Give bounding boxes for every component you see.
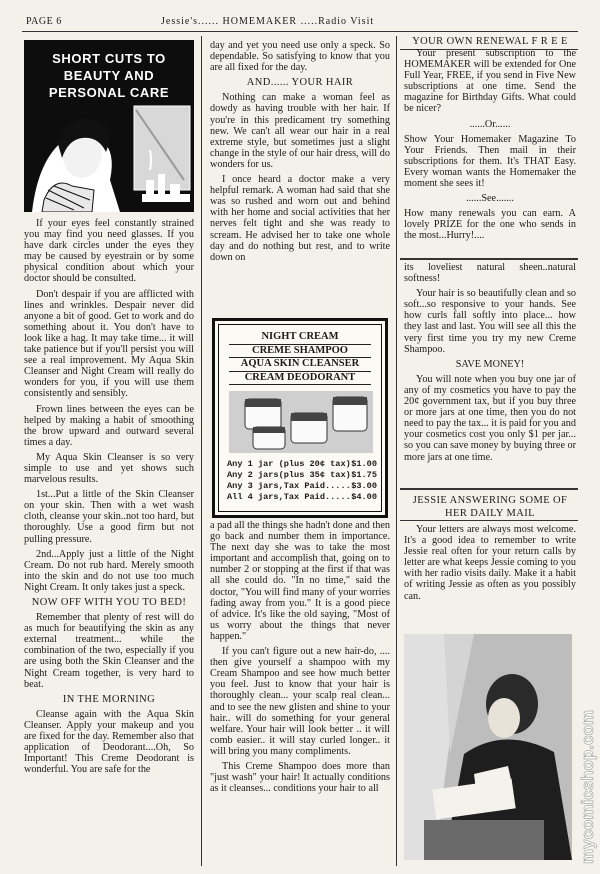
beauty-banner (24, 40, 194, 212)
woman-at-mirror-illustration (24, 40, 194, 212)
jessie-photo (404, 634, 572, 860)
paragraph: Your letters are always most welcome. It's a good idea to remember to write Jessie real often for your return calls by letter are what keeps Jessie coming to you with her radio visits daily. Make it a habit of writing Jessie as often as you possibly can. (404, 524, 576, 602)
ad-item: AQUA SKIN CLEANSER (229, 358, 371, 372)
paragraph: This Creme Shampoo does more than "just wash" your hair! It actually conditions as it cleanses... conditions your hair to all (210, 760, 390, 795)
jars-illustration (229, 391, 373, 453)
price-row: All 4 jars,Tax Paid...... $4.00 (227, 492, 377, 502)
save-money-line: SAVE MONEY! (455, 358, 525, 370)
watermark (576, 650, 598, 870)
paragraph: My Aqua Skin Cleanser is so very simple to use and yet shows such marvelous results. (24, 451, 194, 486)
column-2-top-text (210, 40, 390, 310)
ad-item: CREME SHAMPOO (229, 345, 371, 359)
paragraph: a pad all the things she hadn't done and then go back and number them in importance. The next day she was to take the most important and accomplish that, going on to number 2 or stopping at the first if that was all she could do. "In no time," said the doctor, "You will find many of your worries fading away from you." It is a good piece of advice. It's like the old saying, "Most of us worry about the things that never happen." (210, 520, 390, 642)
product-advertisement (212, 318, 388, 518)
column-2-bottom-text (210, 520, 390, 868)
paragraph: I once heard a doctor make a very helpful remark. A woman had said that she was so rushed and worn out and behind with her home and social activities that her nerves felt tight and she was ready to scream. He advised her to take one whole day and do nothing but rest, and to write down on (210, 174, 390, 263)
paragraph: day and yet you need use only a speck. So dependable. So satisfying to know that you are all fixed for the day. (210, 40, 390, 74)
shampoo-continued-text (404, 262, 576, 484)
column-divider-2 (396, 36, 397, 866)
see-line: ......See....... (466, 193, 514, 205)
paragraph: Frown lines between the eyes can be helped by making a habit of smoothing the brow upward and outward several times a day. (24, 403, 194, 448)
paragraph: Don't despair if you are afflicted with lines and wrinkles. Despair never did anyone a bit of good. Get to work and do something about it. You don't have to look like a hag. It may take time... it will take patience but if you'll persist you will see a real improvement. My Aqua Skin Cleanser and Night Cream will really do wonders for you, if you will use them consistently and sensibly. (24, 288, 194, 400)
price-row: Any 3 jars,Tax Paid...... $3.00 (227, 481, 377, 491)
page-header (26, 16, 582, 30)
paragraph: Cleanse again with the Aqua Skin Cleanser. Apply your makeup and you are fixed for the day. Remember also that application of Deodorant....Oh, So Important! This Creme Deodorant is wonderful. You are safe for the (24, 708, 194, 776)
section-heading-morning: IN THE MORNING (62, 693, 156, 705)
section-rule (400, 488, 578, 490)
cosmetic-jars-photo (229, 391, 373, 453)
price-row: Any 2 jars(plus 35¢ tax) $1.75 (227, 470, 377, 480)
renewal-heading: YOUR OWN RENEWAL F R E E (412, 36, 568, 47)
paragraph: If your eyes feel constantly strained you may find you need glasses. If you have dark circles under the eyes they may be caused by eyestrain or by some physical condition about which your doctor should be consulted. (24, 218, 194, 285)
or-line: ......Or...... (469, 118, 511, 130)
banner-title: SHORT CUTS TO BEAUTY AND PERSONAL CARE (48, 51, 170, 100)
ad-product-list (219, 331, 381, 385)
price-row: Any 1 jar (plus 20¢ tax) $1.00 (227, 459, 377, 469)
paragraph: Your hair is so beautifully clean and so soft...so responsive to your hands. See how curls fall softly into place... how they last and last. You will see all this the very first time you try my new Creme Shampoo. (404, 288, 576, 355)
renewal-offer-text (404, 48, 576, 258)
paragraph: its loveliest natural sheen..natural softness! (404, 262, 576, 285)
jessie-mail-heading: JESSIE ANSWERING SOME OF HER DAILY MAIL (412, 495, 568, 519)
running-title: Jessie's...... HOMEMAKER .....Radio Visit (161, 16, 375, 27)
section-heading-hair: AND...... YOUR HAIR (246, 77, 354, 89)
column-divider-1 (201, 36, 202, 866)
section-heading-bed: NOW OFF WITH YOU TO BED! (31, 597, 187, 608)
paragraph: 1st...Put a little of the Skin Cleanser on your skin. Then with a wet wash cloth, cleanse your skin..not too hard, but thoroughly. Use a good firm but not pulling pressure. (24, 489, 194, 545)
heading-rule (400, 520, 578, 521)
woman-reading-mail-photo (404, 634, 572, 860)
paragraph: You will note when you buy one jar of any of my cosmetics you have to pay the 20¢ government tax, but if you buy three or more jars at one time, then you do not need to pay the tax... it is paid for you and your cosmetics cost you only $1 per jar... so you can save money by buying three or more jars at one time. (404, 373, 576, 463)
section-rule (400, 258, 578, 260)
paragraph: If you can't figure out a new hair-do, .... then give yourself a shampoo with my Cream Shampoo and see how much better you feel. Just to know that your hair is thoroughly clean... your scalp real clean... and to see the new glisten and shine to your hair.. will do something for your general welfare. Your hair will look better .. it will comb easier.. it will stay curled longer.. it will bring you many compliments. (210, 646, 390, 757)
paragraph: Nothing can make a woman feel as dowdy as having trouble with her hair. If you're in this predicament try something new. We can't all wear our hair in a real extreme style, but sometimes just a slight change in the style of our hair dress, will do wonders for us. (210, 92, 390, 170)
column-1-text (24, 218, 194, 866)
paragraph: Your present subscription to the HOMEMAKER will be extended for One Full Year, FREE, if you send in Five New subscriptions at one time. Send the magazine for Birthday Gifts. What could be nicer? (404, 48, 576, 115)
letters-text (404, 524, 576, 634)
header-rule (22, 31, 578, 32)
svg-text:mycomicshop.com: mycomicshop.com (578, 710, 597, 864)
paragraph: Show Your Homemaker Magazine To Your Friends. Then mail in their subscriptions for them. It's THAT Easy. Every woman wants the Homemaker the moment she sees it! (404, 133, 576, 190)
paragraph: How many renewals you can earn. A lovely PRIZE for the one who sends in the most...Hurry!.... (404, 208, 576, 242)
ad-item: CREAM DEODORANT (229, 372, 371, 386)
page-number: PAGE 6 (26, 16, 62, 27)
paragraph: 2nd...Apply just a little of the Night Cream. Do not rub hard. Merely smooth into the skin and do not use too much Night Cream. It only takes just a speck. (24, 548, 194, 593)
price-list (227, 459, 377, 503)
ad-item: NIGHT CREAM (229, 331, 371, 345)
paragraph: Remember that plenty of rest will do as much for beautifying the skin as any external treatment... while the combination of the two, especially if you are using both the Skin Cleanser and the Night Cream together, is very hard to beat. (24, 612, 194, 690)
